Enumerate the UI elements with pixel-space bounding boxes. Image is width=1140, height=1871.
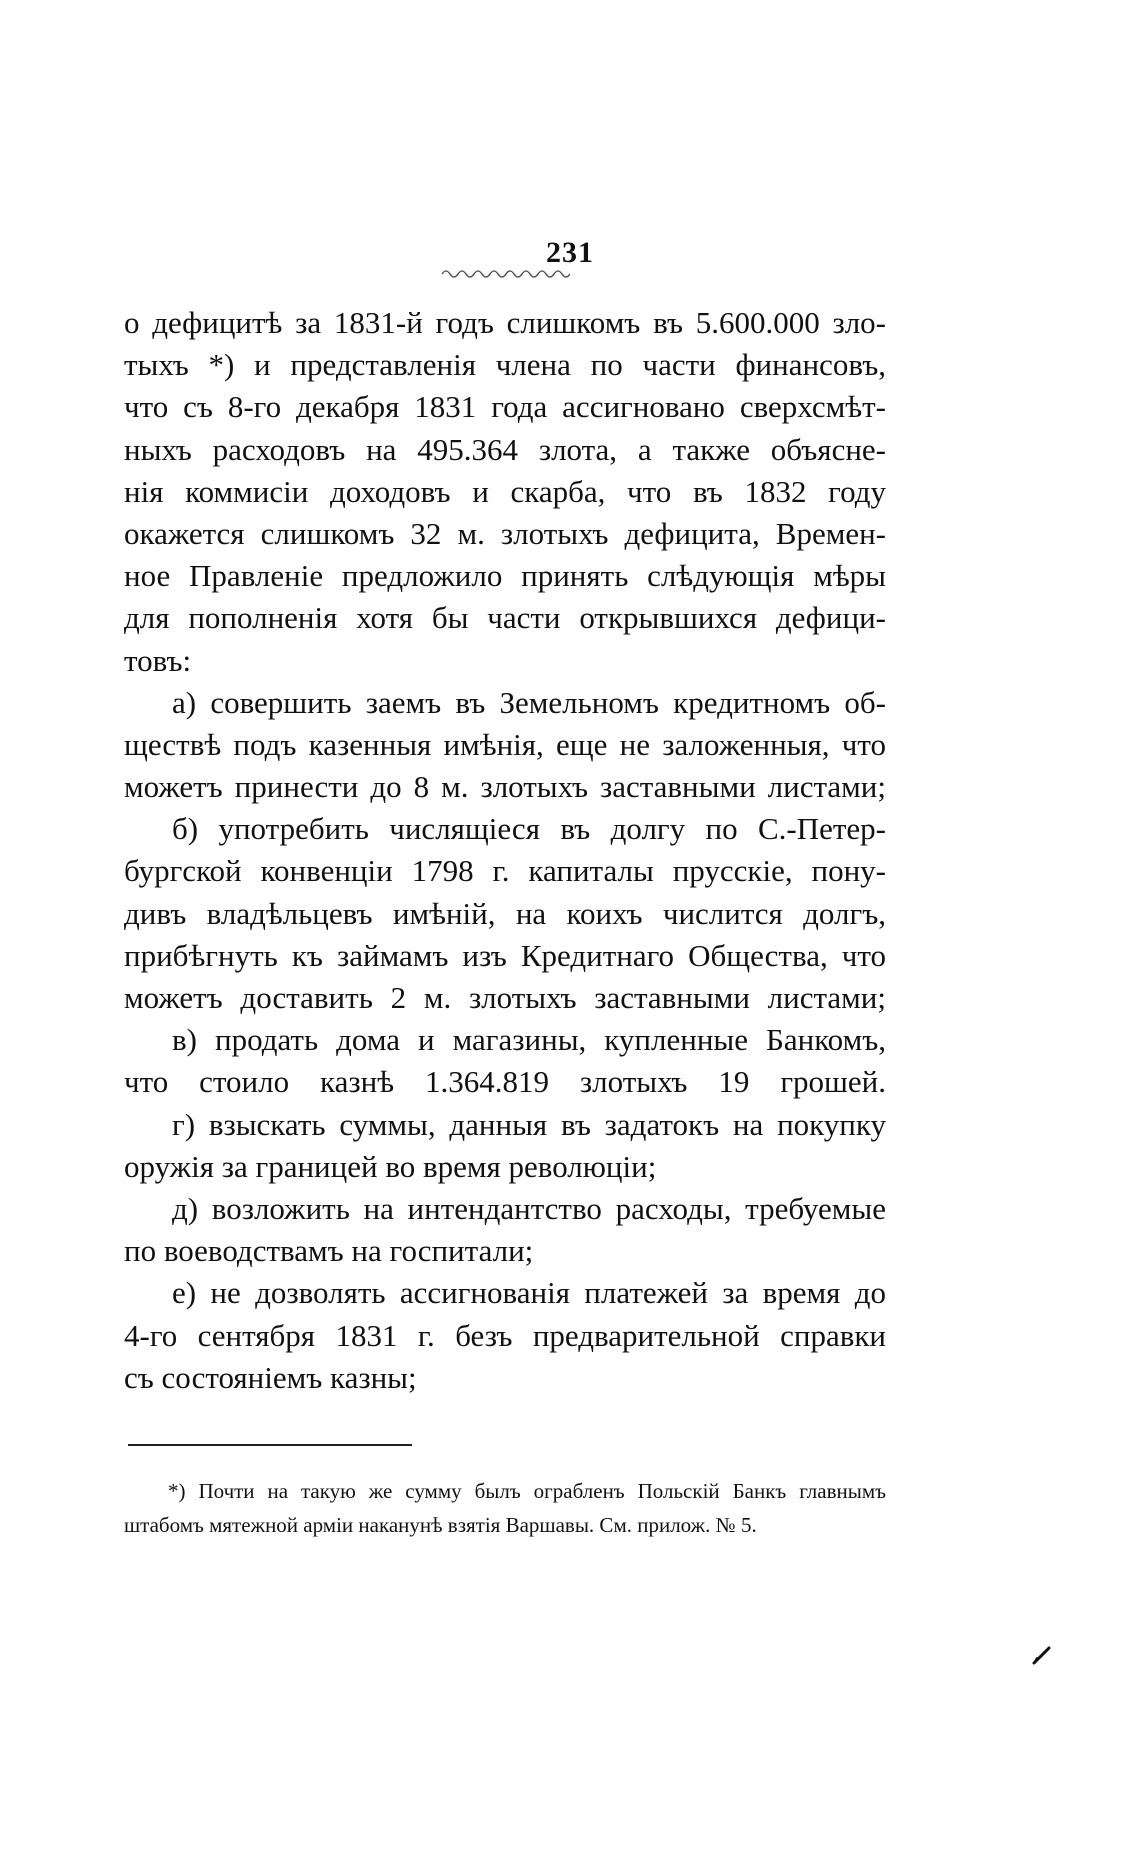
text-line: прибѣгнуть къ займамъ изъ Кредитнаго Общества, что (124, 937, 886, 973)
list-item-b: б) употребить числящіеся въ долгу по С.-Петер- (172, 811, 886, 847)
footnote-line: *) Почти на такую же сумму былъ ограбленъ Польскій Банкъ главнымъ (168, 1479, 886, 1503)
text-line: 4-го сентября 1831 г. безъ предварительной справки (124, 1317, 886, 1353)
list-item-g: г) взыскать суммы, данныя въ задатокъ на покупку (172, 1106, 886, 1142)
page-number: 231 (546, 236, 594, 269)
text-line: тыхъ *) и представленія члена по части финансовъ, (124, 347, 886, 383)
text-line: ныхъ расходовъ на 495.364 злота, а также объясне- (124, 431, 886, 467)
text-line: можетъ доставить 2 м. злотыхъ заставными листами; (124, 980, 886, 1015)
list-item-a: а) совершить заемъ въ Земельномъ кредитномъ об- (172, 684, 886, 720)
text-line: дивъ владѣльцевъ имѣній, на коихъ числится долгъ, (124, 895, 886, 931)
text-line: нія коммисіи доходовъ и скарба, что въ 1832 году (124, 473, 886, 509)
text-line: бургской конвенціи 1798 г. капиталы прусскіе, пону- (124, 853, 886, 889)
body-text (124, 302, 886, 1399)
text-line: что съ 8-го декабря 1831 года ассигновано сверхсмѣт- (124, 389, 886, 425)
text-line: для пополненія хотя бы части открывшихся дефици- (124, 600, 886, 636)
text-line: что стоило казнѣ 1.364.819 злотыхъ 19 грошей. (124, 1064, 886, 1100)
text-line: окажется слишкомъ 32 м. злотыхъ дефицита, Времен- (124, 515, 886, 551)
text-line: о дефицитѣ за 1831-й годъ слишкомъ въ 5.600.000 зло- (124, 305, 886, 340)
text-line: товъ: (124, 642, 192, 678)
pencil-mark-icon (1030, 1644, 1054, 1666)
text-line: ное Правленіе предложило принять слѣдующія мѣры (124, 558, 886, 594)
text-line: ществѣ подъ казенныя имѣнія, еще не заложенныя, что (124, 726, 886, 762)
ornament-divider (440, 266, 570, 278)
footnote-rule (128, 1444, 412, 1446)
text-line: можетъ принести до 8 м. злотыхъ заставными листами; (124, 769, 886, 805)
list-item-e: е) не дозволять ассигнованія платежей за время до (172, 1275, 886, 1311)
footnote (124, 1474, 886, 1542)
list-item-v: в) продать дома и магазины, купленные Банкомъ, (172, 1022, 886, 1058)
text-line: по воеводствамъ на госпитали; (124, 1233, 534, 1269)
text-line: оружія за границей во время революціи; (124, 1148, 657, 1184)
text-line: съ состояніемъ казны; (124, 1359, 417, 1395)
footnote-line: штабомъ мятежной арміи наканунѣ взятія Варшавы. См. прилож. № 5. (124, 1513, 757, 1537)
list-item-d: д) возложить на интендантство расходы, требуемые (172, 1190, 886, 1226)
